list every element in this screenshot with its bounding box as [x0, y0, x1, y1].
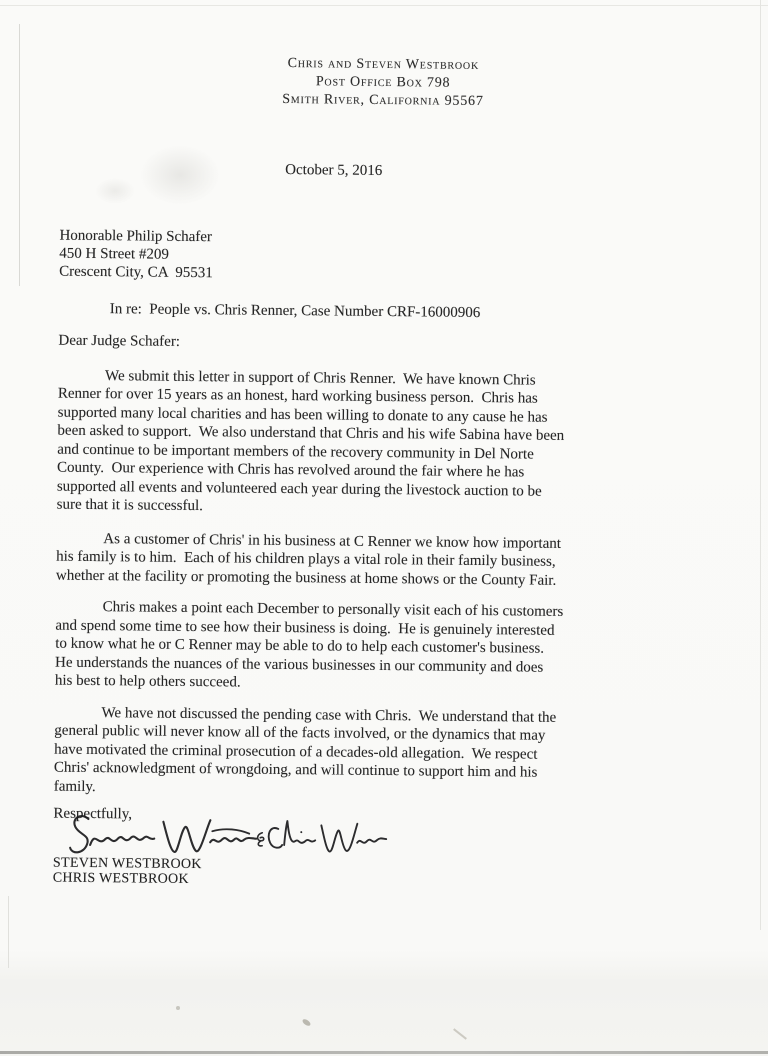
- letterhead-city: Smith River, California 95567: [282, 91, 484, 110]
- recipient-address-block: [59, 226, 766, 287]
- body-paragraph-3: Chris makes a point each December to personally visit each of his customers and spend some time to see how their business is doing. He is genuinely interested to know what he or C Renner may be able to do to help each customer's business. He understands the nuances of the various businesses in our community and does his best to help others succeed.: [54, 599, 564, 691]
- date-line: October 5, 2016: [285, 161, 383, 179]
- salutation: Dear Judge Schafer:: [58, 332, 181, 350]
- closing-line: Respectfully,: [53, 805, 133, 823]
- letterhead-po-box: Post Office Box 798: [315, 74, 451, 91]
- scan-speck: [453, 1028, 467, 1039]
- letterhead-name: Chris and Steven Westbrook: [287, 55, 480, 73]
- recipient-name: Honorable Philip Schafer: [59, 227, 213, 245]
- body-paragraph-1: We submit this letter in support of Chris Renner. We have known Chris Renner for over 15 years as an honest, hard working business person. Chris has supported many local charities and has been willing to donate to any cause he has been asked to support. We also understand that Chris and his wife Sabina have been and continue to be important members of the recovery community in Del Norte County. Our experience with Chris has revolved around the fair where he has supported all events and volunteered each year during the livestock auction to be sure that it is successful.: [56, 367, 565, 515]
- typed-name-steven: STEVEN WESTBROOK: [52, 855, 202, 872]
- handwritten-signature: [69, 809, 390, 864]
- scan-edge-left-lower: [8, 896, 9, 968]
- case-reference-line: In re: People vs. Chris Renner, Case Number CRF-16000906: [109, 300, 481, 321]
- body-paragraph-2: As a customer of Chris' in his business at C Renner we know how important his family is to him. Each of his children plays a vital role in their family business, whether at the facility or promoting the business at home shows or the County Fair.: [55, 530, 562, 589]
- scan-speck: [176, 1006, 180, 1010]
- recipient-city-state-zip: Crescent City, CA 95531: [59, 263, 213, 281]
- scan-speck: [301, 1018, 311, 1027]
- letterhead: [0, 0, 768, 114]
- typed-name-chris: CHRIS WESTBROOK: [52, 870, 189, 888]
- body-paragraph-4: We have not discussed the pending case with Chris. We understand that the general public will never know all of the facts involved, or the dynamics that may have motivated the criminal prosecution of a decades-old allegation. We respect Chris' acknowledgment of wrongdoing, and will continue to support him and his family.: [53, 704, 557, 795]
- scan-bottom-edge: [0, 1051, 768, 1054]
- recipient-street: 450 H Street #209: [59, 245, 169, 263]
- letter-body-column: [0, 158, 766, 894]
